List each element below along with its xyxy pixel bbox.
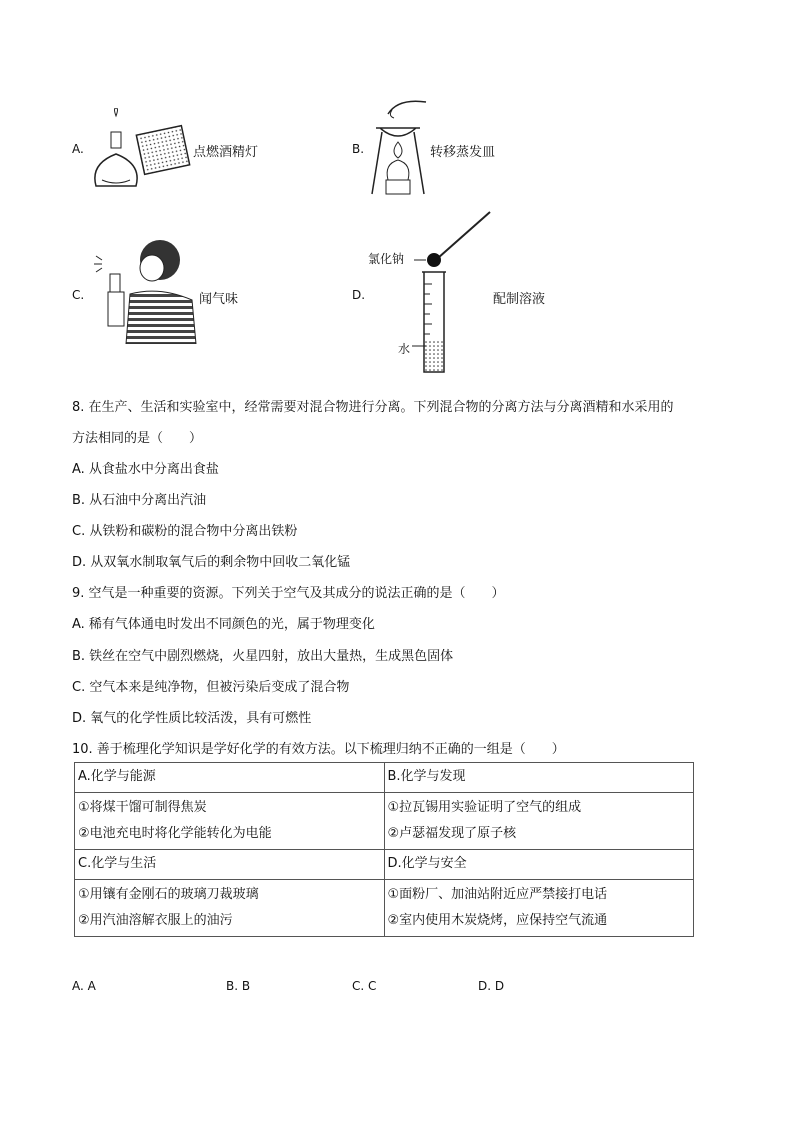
option-c-caption: 闻气味 (199, 292, 239, 307)
option-a-caption: 点燃酒精灯 (193, 145, 259, 160)
q10-cell-a-head: A.化学与能源 (75, 763, 385, 793)
q10-cell-d-body (384, 880, 694, 937)
q10-cell-c-head: C.化学与生活 (75, 850, 385, 880)
q8-option-a: A. 从食盐水中分离出食盐 (72, 462, 219, 477)
option-a-letter: A. (72, 142, 84, 156)
nacl-label: 氯化钠 (368, 252, 405, 266)
q10-b-item1: ①拉瓦锡用实验证明了空气的组成 (387, 800, 582, 815)
q9-option-a: A. 稀有气体通电时发出不同颜色的光，属于物理变化 (72, 617, 375, 632)
q10-c-item1: ①用镶有金刚石的玻璃刀裁玻璃 (78, 887, 259, 902)
q8-option-c: C. 从铁粉和碳粉的混合物中分离出铁粉 (72, 524, 298, 539)
smelling-gas-illustration (90, 234, 198, 344)
q10-answer-b: B. B (226, 979, 251, 993)
q10-answer-a: A. A (72, 979, 96, 993)
q10-cell-a-body (75, 793, 385, 850)
option-b-letter: B. (352, 142, 365, 156)
q8-option-b: B. 从石油中分离出汽油 (72, 493, 207, 508)
q10-c-item2: ②用汽油溶解衣服上的油污 (78, 913, 233, 928)
q10-a-item1: ①将煤干馏可制得焦炭 (78, 800, 207, 815)
q9-option-b: B. 铁丝在空气中剧烈燃烧，火星四射，放出大量热，生成黑色固体 (72, 649, 454, 664)
q9-option-c: C. 空气本来是纯净物，但被污染后变成了混合物 (72, 680, 350, 695)
q10-b-item2: ②卢瑟福发现了原子核 (387, 826, 517, 841)
q8-stem-line2: 方法相同的是（ ） (72, 431, 203, 446)
q10-cell-b-head: B.化学与发现 (384, 763, 694, 793)
option-d-caption: 配制溶液 (493, 292, 546, 307)
q9-stem: 9. 空气是一种重要的资源。下列关于空气及其成分的说法正确的是（ ） (72, 586, 505, 601)
option-d-letter: D. (352, 288, 366, 302)
measuring-cylinder-illustration (404, 208, 494, 378)
q8-option-d: D. 从双氧水制取氧气后的剩余物中回收二氧化锰 (72, 555, 351, 570)
q9-option-d: D. 氧气的化学性质比较活泼，具有可燃性 (72, 711, 312, 726)
evaporating-dish-illustration (368, 96, 430, 198)
q10-answer-d: D. D (478, 979, 505, 993)
q8-stem-line1: 8. 在生产、生活和实验室中，经常需要对混合物进行分离。下列混合物的分离方法与分离酒精和水采用的 (72, 400, 674, 415)
option-b-caption: 转移蒸发皿 (430, 145, 496, 160)
q10-cell-d-head: D.化学与安全 (384, 850, 694, 880)
q10-table (74, 762, 694, 937)
alcohol-lamp-illustration (86, 108, 192, 196)
q10-a-item2: ②电池充电时将化学能转化为电能 (78, 826, 272, 841)
q10-cell-b-body (384, 793, 694, 850)
option-c-letter: C. (72, 288, 85, 302)
q10-d-item1: ①面粉厂、加油站附近应严禁接打电话 (387, 887, 608, 902)
q10-d-item2: ②室内使用木炭烧烤，应保持空气流通 (387, 913, 608, 928)
q10-cell-c-body (75, 880, 385, 937)
q10-answer-c: C. C (352, 979, 377, 993)
q10-stem: 10. 善于梳理化学知识是学好化学的有效方法。以下梳理归纳不正确的一组是（ ） (72, 742, 565, 757)
water-label: 水 (398, 342, 411, 356)
